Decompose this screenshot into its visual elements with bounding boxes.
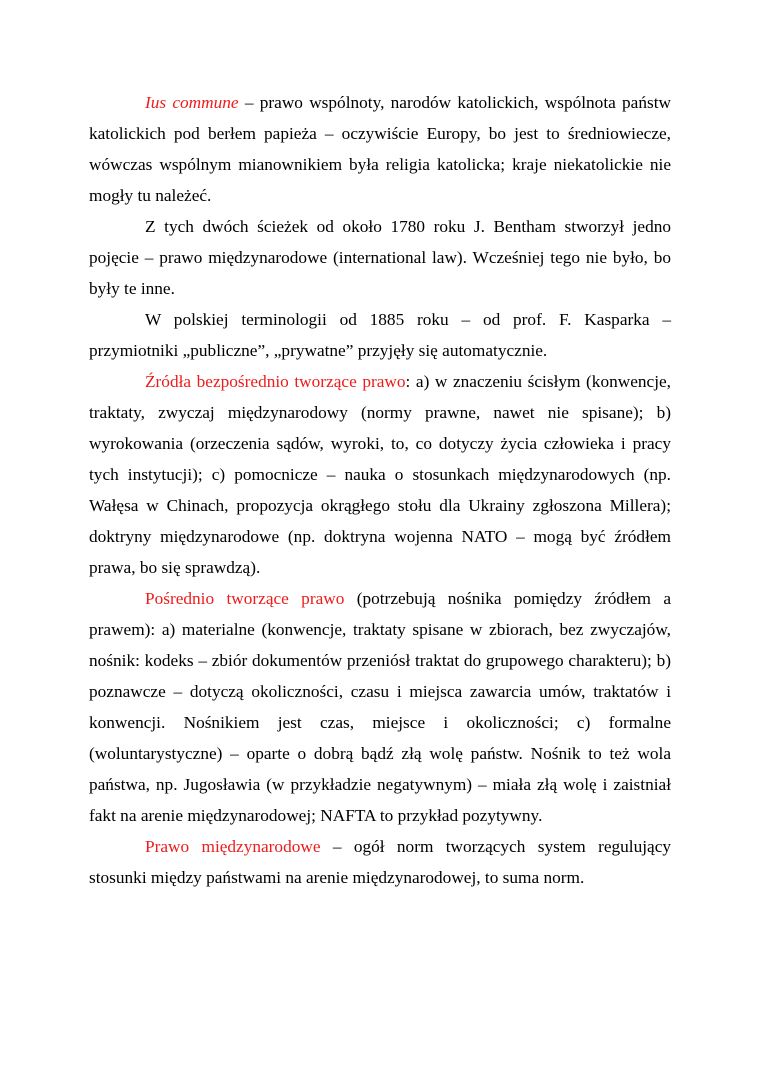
term-direct-sources: Źródła bezpośrednio tworzące prawo xyxy=(145,372,406,391)
paragraph-text: (potrzebują nośnika pomiędzy źródłem a prawem): a) materialne (konwencje, traktaty spisane w zbiorach, bez zwyczajów, nośnik: kodeks – zbiór dokumentów przeniósł traktat do grupowego charakteru); b) poznawcze – dotyczą okoliczności, czasu i miejsca zawarcia umów, traktatów i konwencji. Nośnikiem jest czas, miejsce i okoliczności; c) formalne (woluntarystyczne) – oparte o dobrą bądź złą wolę państw. Nośnik to też wola państwa, np. Jugosławia (w przykładzie negatywnym) – miała złą wolę i zaistniał fakt na arenie międzynarodowej; NAFTA to przykład pozytywny. xyxy=(89,589,672,825)
paragraph-text: – prawo wspólnoty, narodów katolickich, wspólnota państw katolickich pod berłem papieża – oczywiście Europy, bo jest to średniowiecze, wówczas wspólnym mianownikiem była religia katolicka; kraje niekatolickie nie mogły tu należeć. xyxy=(89,93,672,205)
term-international-law: Prawo międzynarodowe xyxy=(145,837,321,856)
paragraph-text: Z tych dwóch ścieżek od około 1780 roku J. Bentham stworzył jedno pojęcie – prawo międzynarodowe (international law). Wcześniej tego nie było, bo były te inne. xyxy=(89,217,671,298)
document-page xyxy=(89,87,671,893)
paragraph-text: – ogół norm tworzących system regulujący stosunki między państwami na arenie międzynarodowej, to suma norm. xyxy=(89,837,672,887)
term-indirect-sources: Pośrednio tworzące prawo xyxy=(145,589,345,608)
paragraph-ius-commune xyxy=(89,87,671,211)
paragraph-international-law xyxy=(89,831,671,893)
paragraph-indirect-sources xyxy=(89,583,671,831)
paragraph-bentham xyxy=(89,211,671,304)
paragraph-text: W polskiej terminologii od 1885 roku – od prof. F. Kasparka – przymiotniki „publiczne”, „prywatne” przyjęły się automatycznie. xyxy=(89,310,671,360)
term-ius-commune: Ius commune xyxy=(145,93,239,112)
paragraph-text: : a) w znaczeniu ścisłym (konwencje, traktaty, zwyczaj międzynarodowy (normy prawne, nawet nie spisane); b) wyrokowania (orzeczenia sądów, wyroki, to, co dotyczy życia człowieka i pracy tych instytucji); c) pomocnicze – nauka o stosunkach międzynarodowych (np. Wałęsa w Chinach, propozycja okrągłego stołu dla Ukrainy zgłoszona Millera); doktryny międzynarodowe (np. doktryna wojenna NATO – mogą być źródłem prawa, bo się sprawdzą). xyxy=(89,372,671,577)
paragraph-polish-terminology xyxy=(89,304,671,366)
paragraph-direct-sources xyxy=(89,366,671,583)
